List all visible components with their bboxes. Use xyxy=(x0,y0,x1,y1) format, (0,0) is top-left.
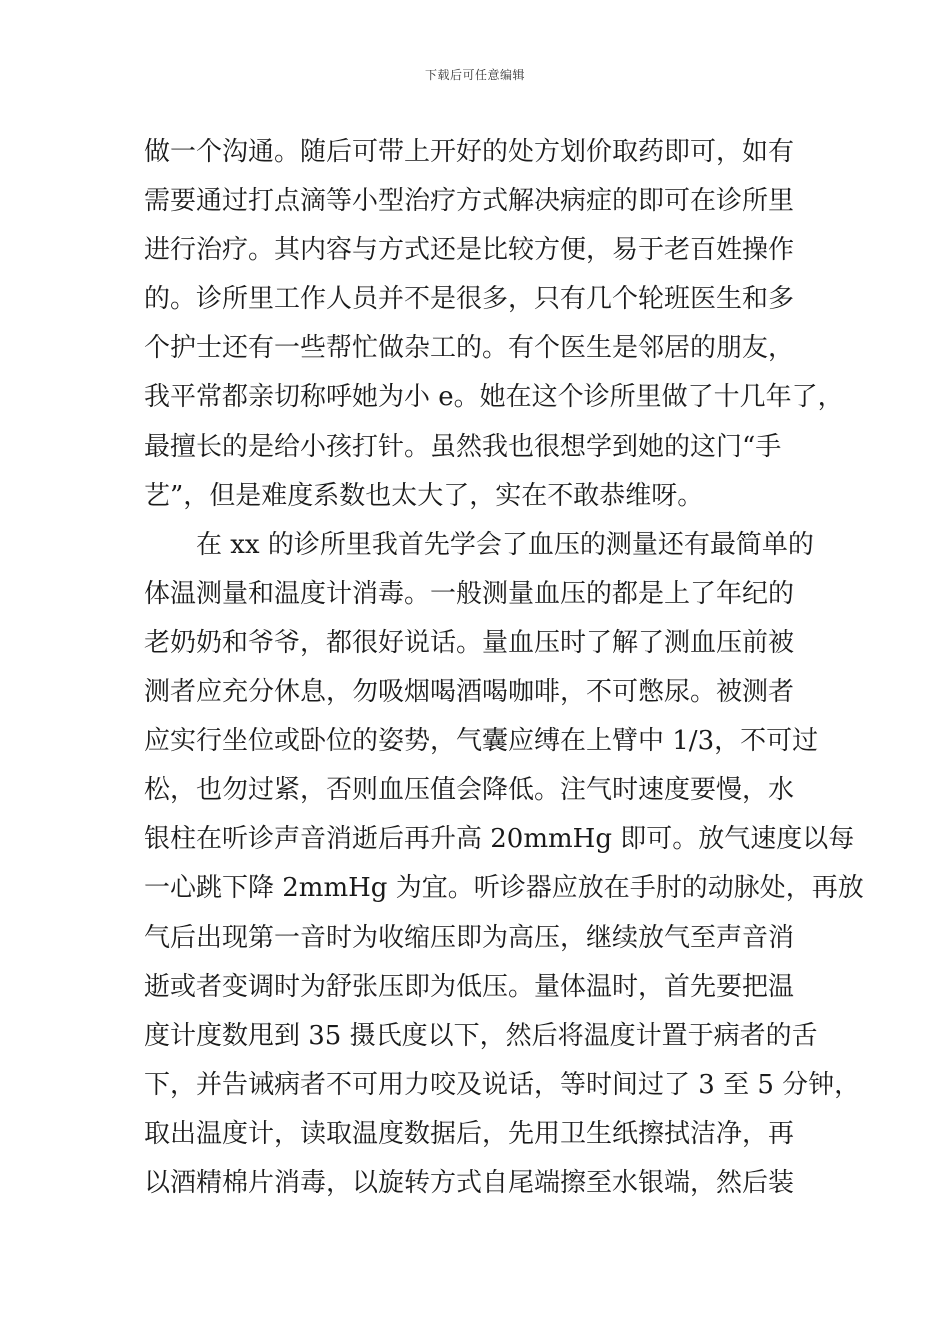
text-line: 银柱在听诊声音消逝后再升高 20mmHg 即可。放气速度以每 xyxy=(144,824,855,855)
text-line: 度计度数甩到 35 摄氏度以下，然后将温度计置于病者的舌 xyxy=(144,1020,818,1051)
text-line: 体温测量和温度计消毒。一般测量血压的都是上了年纪的 xyxy=(144,578,795,609)
document-body xyxy=(144,128,864,1208)
text-line: 下，并告诫病者不可用力咬及说话，等时间过了 3 至 5 分钟， xyxy=(144,1069,861,1100)
text-line: 进行治疗。其内容与方式还是比较方便，易于老百姓操作 xyxy=(144,235,795,266)
text-line: 以酒精棉片消毒，以旋转方式自尾端擦至水银端，然后装 xyxy=(144,1167,795,1198)
page-header: 下载后可任意编辑 xyxy=(424,68,525,82)
text-line: 气后出现第一音时为收缩压即为高压，继续放气至声音消 xyxy=(144,922,795,953)
text-line: 我平常都亲切称呼她为小 e。她在这个诊所里做了十几年了， xyxy=(144,382,844,413)
text-line: 松，也勿过紧，否则血压值会降低。注气时速度要慢，水 xyxy=(144,775,795,806)
text-line: 一心跳下降 2mmHg 为宜。听诊器应放在手肘的动脉处，再放 xyxy=(144,873,864,904)
text-line: 取出温度计，读取温度数据后，先用卫生纸擦拭洁净，再 xyxy=(144,1118,795,1149)
text-line: 在 xx 的诊所里我首先学会了血压的测量还有最简单的 xyxy=(144,529,814,560)
text-line: 老奶奶和爷爷，都很好说话。量血压时了解了测血压前被 xyxy=(144,627,795,658)
text-line: 测者应充分休息，勿吸烟喝酒喝咖啡，不可憋尿。被测者 xyxy=(144,677,795,708)
text-line: 个护士还有一些帮忙做杂工的。有个医生是邻居的朋友， xyxy=(144,333,795,364)
text-line: 应实行坐位或卧位的姿势，气囊应缚在上臂中 1/3，不可过 xyxy=(144,726,819,757)
text-line: 做一个沟通。随后可带上开好的处方划价取药即可，如有 xyxy=(144,137,795,167)
text-line: 逝或者变调时为舒张压即为低压。量体温时，首先要把温 xyxy=(144,971,795,1002)
text-line: 的。诊所里工作人员并不是很多，只有几个轮班医生和多 xyxy=(144,284,795,315)
text-line: 艺”，但是难度系数也太大了，实在不敢恭维呀。 xyxy=(144,480,704,511)
text-line: 最擅长的是给小孩打针。虽然我也很想学到她的这门“手 xyxy=(144,431,782,462)
text-line: 需要通过打点滴等小型治疗方式解决病症的即可在诊所里 xyxy=(144,186,795,217)
